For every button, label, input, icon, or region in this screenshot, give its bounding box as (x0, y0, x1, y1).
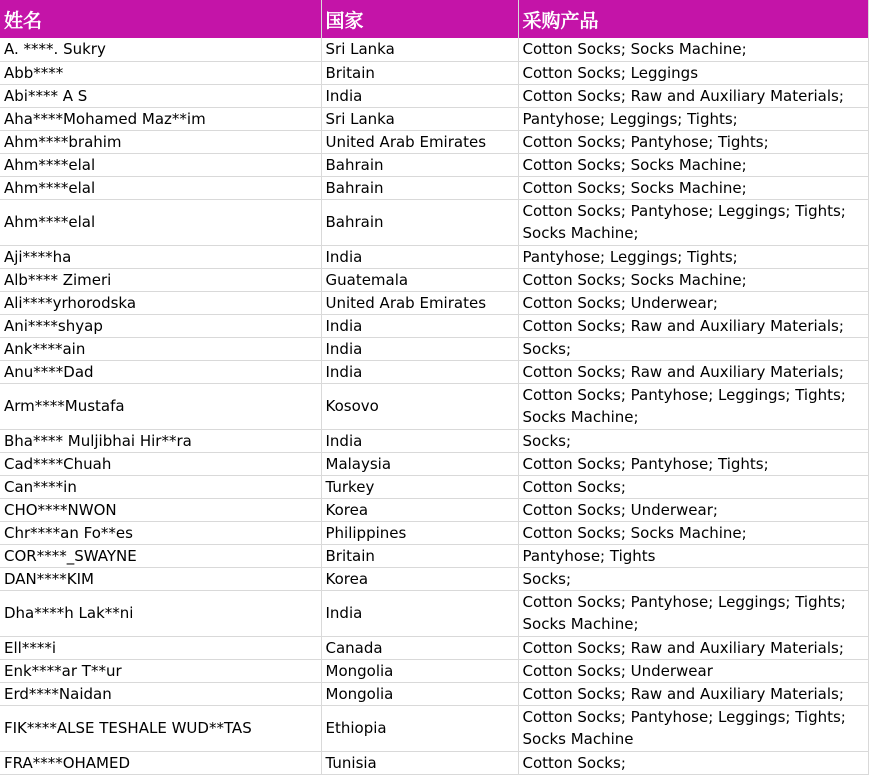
cell-products: Cotton Socks; (518, 751, 868, 774)
table-row (0, 199, 868, 245)
table-row (0, 659, 868, 682)
cell-country: India (321, 314, 518, 337)
cell-country: Sri Lanka (321, 38, 518, 61)
cell-products: Cotton Socks; Socks Machine; (518, 268, 868, 291)
cell-name: Ali****yrhorodska (0, 291, 321, 314)
cell-products: Cotton Socks; Pantyhose; Tights; (518, 452, 868, 475)
cell-name: Cad****Chuah (0, 452, 321, 475)
table-row (0, 84, 868, 107)
table-row (0, 567, 868, 590)
cell-products: Pantyhose; Leggings; Tights; (518, 245, 868, 268)
cell-name: Abb**** (0, 61, 321, 84)
cell-products: Cotton Socks; Socks Machine; (518, 521, 868, 544)
cell-country: India (321, 84, 518, 107)
cell-country: Bahrain (321, 199, 518, 245)
cell-name: Ahm****elal (0, 153, 321, 176)
table-row (0, 107, 868, 130)
cell-country: Korea (321, 498, 518, 521)
cell-name: Ahm****elal (0, 176, 321, 199)
cell-name: Aha****Mohamed Maz**im (0, 107, 321, 130)
cell-name: Ank****ain (0, 337, 321, 360)
cell-products: Socks; (518, 567, 868, 590)
cell-country: Kosovo (321, 383, 518, 429)
cell-name: Chr****an Fo**es (0, 521, 321, 544)
cell-products: Cotton Socks; Socks Machine; (518, 153, 868, 176)
cell-country: Mongolia (321, 659, 518, 682)
table-row (0, 705, 868, 751)
table-row (0, 751, 868, 774)
header-name: 姓名 (0, 0, 321, 38)
cell-products: Socks; (518, 337, 868, 360)
header-products: 采购产品 (518, 0, 868, 38)
cell-name: Erd****Naidan (0, 682, 321, 705)
cell-name: Anu****Dad (0, 360, 321, 383)
cell-products: Socks; (518, 429, 868, 452)
cell-name: COR****_SWAYNE (0, 544, 321, 567)
cell-name: Abi**** A S (0, 84, 321, 107)
table-row (0, 268, 868, 291)
cell-name: DAN****KIM (0, 567, 321, 590)
cell-name: Aji****ha (0, 245, 321, 268)
cell-country: India (321, 245, 518, 268)
cell-country: Ethiopia (321, 705, 518, 751)
cell-products: Cotton Socks; Pantyhose; Leggings; Tights; Socks Machine; (518, 199, 868, 245)
cell-country: Britain (321, 544, 518, 567)
table-row (0, 590, 868, 636)
cell-products: Pantyhose; Tights (518, 544, 868, 567)
header-country: 国家 (321, 0, 518, 38)
cell-name: A. ****. Sukry (0, 38, 321, 61)
cell-country: Mongolia (321, 682, 518, 705)
cell-products: Cotton Socks; Pantyhose; Leggings; Tights; Socks Machine (518, 705, 868, 751)
cell-products: Cotton Socks; (518, 475, 868, 498)
cell-name: Ell****i (0, 636, 321, 659)
table-row (0, 521, 868, 544)
cell-name: FRA****OHAMED (0, 751, 321, 774)
table-row (0, 245, 868, 268)
cell-products: Cotton Socks; Pantyhose; Leggings; Tights; Socks Machine; (518, 383, 868, 429)
table-row (0, 314, 868, 337)
cell-country: Turkey (321, 475, 518, 498)
cell-name: Can****in (0, 475, 321, 498)
table-row (0, 291, 868, 314)
cell-products: Cotton Socks; Underwear; (518, 291, 868, 314)
table-row (0, 176, 868, 199)
cell-country: Korea (321, 567, 518, 590)
table-row (0, 38, 868, 61)
cell-name: Enk****ar T**ur (0, 659, 321, 682)
table-row (0, 475, 868, 498)
cell-products: Cotton Socks; Raw and Auxiliary Materials; (518, 682, 868, 705)
cell-products: Cotton Socks; Raw and Auxiliary Materials; (518, 636, 868, 659)
cell-country: Malaysia (321, 452, 518, 475)
cell-name: Ahm****brahim (0, 130, 321, 153)
cell-products: Cotton Socks; Pantyhose; Tights; (518, 130, 868, 153)
cell-country: United Arab Emirates (321, 291, 518, 314)
table-row (0, 429, 868, 452)
cell-country: India (321, 337, 518, 360)
cell-name: CHO****NWON (0, 498, 321, 521)
cell-name: Ani****shyap (0, 314, 321, 337)
table-row (0, 360, 868, 383)
cell-products: Cotton Socks; Underwear; (518, 498, 868, 521)
table-row (0, 682, 868, 705)
table-row (0, 498, 868, 521)
cell-country: Sri Lanka (321, 107, 518, 130)
cell-name: Bha**** Muljibhai Hir**ra (0, 429, 321, 452)
cell-country: Bahrain (321, 176, 518, 199)
table-row (0, 130, 868, 153)
cell-country: India (321, 360, 518, 383)
cell-country: United Arab Emirates (321, 130, 518, 153)
table-row (0, 337, 868, 360)
table-row (0, 153, 868, 176)
cell-products: Cotton Socks; Raw and Auxiliary Materials; (518, 360, 868, 383)
cell-country: Philippines (321, 521, 518, 544)
cell-products: Cotton Socks; Socks Machine; (518, 38, 868, 61)
cell-country: Canada (321, 636, 518, 659)
table-row (0, 452, 868, 475)
table-row (0, 61, 868, 84)
cell-country: India (321, 429, 518, 452)
table-row (0, 636, 868, 659)
table-row (0, 383, 868, 429)
cell-country: Britain (321, 61, 518, 84)
cell-country: Guatemala (321, 268, 518, 291)
cell-products: Cotton Socks; Socks Machine; (518, 176, 868, 199)
cell-country: Tunisia (321, 751, 518, 774)
cell-products: Cotton Socks; Raw and Auxiliary Materials; (518, 314, 868, 337)
cell-name: Alb**** Zimeri (0, 268, 321, 291)
cell-name: Dha****h Lak**ni (0, 590, 321, 636)
cell-products: Cotton Socks; Leggings (518, 61, 868, 84)
header-row (0, 0, 868, 38)
cell-products: Pantyhose; Leggings; Tights; (518, 107, 868, 130)
cell-name: FIK****ALSE TESHALE WUD**TAS (0, 705, 321, 751)
cell-name: Arm****Mustafa (0, 383, 321, 429)
cell-products: Cotton Socks; Pantyhose; Leggings; Tights; Socks Machine; (518, 590, 868, 636)
cell-products: Cotton Socks; Raw and Auxiliary Materials; (518, 84, 868, 107)
cell-country: Bahrain (321, 153, 518, 176)
cell-country: India (321, 590, 518, 636)
cell-name: Ahm****elal (0, 199, 321, 245)
table-row (0, 544, 868, 567)
cell-products: Cotton Socks; Underwear (518, 659, 868, 682)
